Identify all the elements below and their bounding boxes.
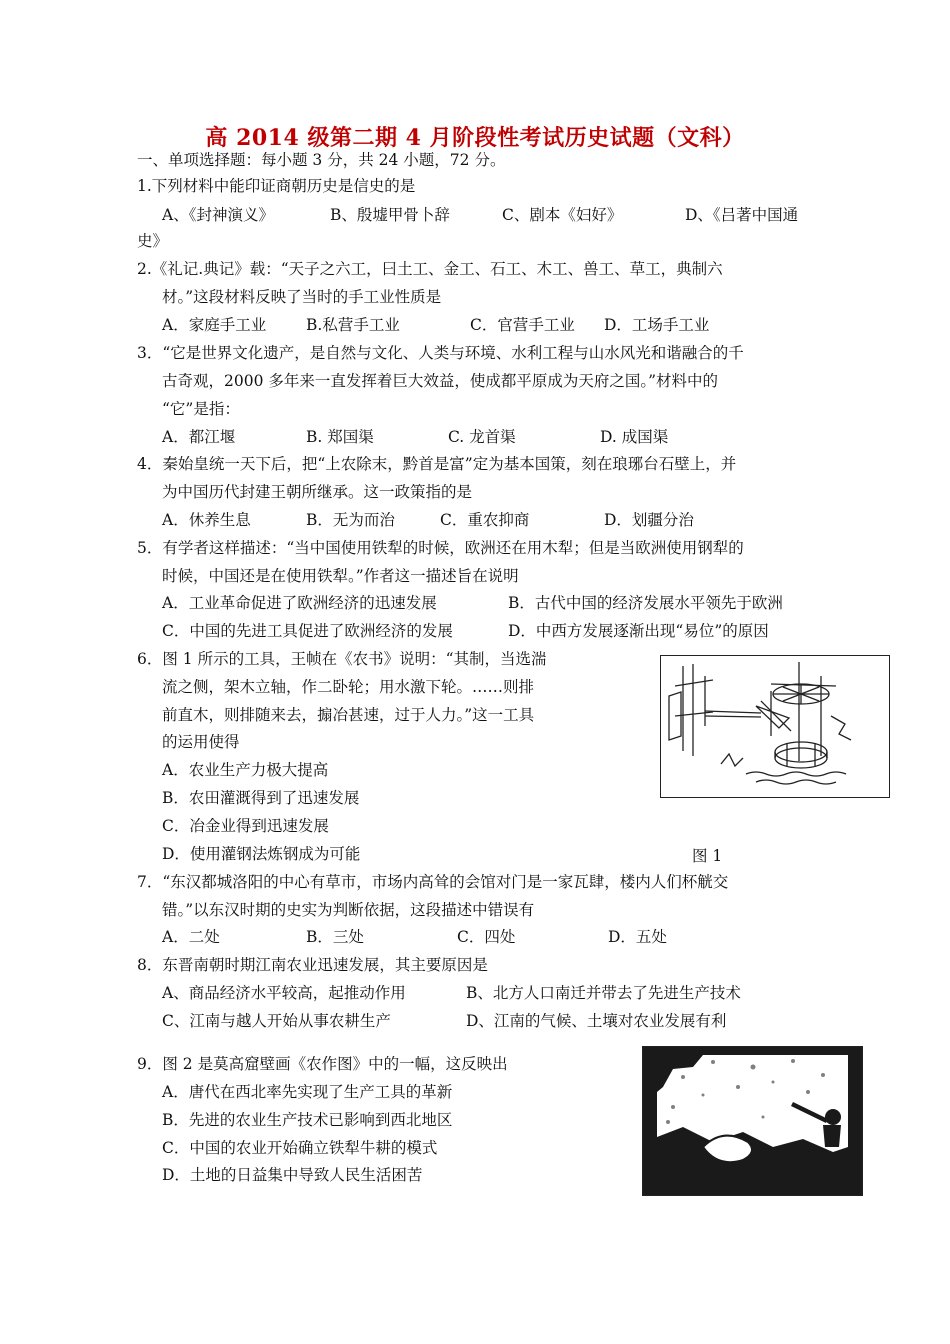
q6-stem-line2: 流之侧，架木立轴，作二卧轮；用水激下轮。……则排 — [162, 678, 535, 696]
q1-option-b: B、殷墟甲骨卜辞 — [330, 206, 450, 224]
q9-option-d: D．土地的日益集中导致人民生活困苦 — [162, 1166, 423, 1184]
q6-option-c: C．冶金业得到迅速发展 — [162, 817, 329, 835]
q7-option-a: A．二处 — [162, 928, 220, 946]
q5-option-a: A．工业革命促进了欧洲经济的迅速发展 — [162, 594, 437, 612]
figure-2-mural — [642, 1046, 863, 1196]
q5-option-c: C．中国的先进工具促进了欧洲经济的发展 — [162, 622, 453, 640]
q5-stem-line2: 时候，中国还是在使用铁犁。”作者这一描述旨在说明 — [162, 567, 519, 585]
q1-option-a: A、《封神演义》 — [162, 206, 274, 224]
q9-option-a: A．唐代在西北率先实现了生产工具的革新 — [162, 1083, 453, 1101]
q3-stem-line2: 古奇观，2000 多年来一直发挥着巨大效益，使成都平原成为天府之国。”材料中的 — [162, 372, 719, 390]
q6-stem-line3: 前直木，则排随来去，搧冶甚速，过于人力。”这一工具 — [162, 706, 535, 724]
q8-stem: 8．东晋南朝时期江南农业迅速发展，其主要原因是 — [137, 956, 488, 974]
q7-option-b: B．三处 — [306, 928, 364, 946]
q5-option-d: D．中西方发展逐渐出现“易位”的原因 — [508, 622, 769, 640]
q2-option-b: B.私营手工业 — [306, 316, 400, 334]
q8-option-d: D、江南的气候、土壤对农业发展有利 — [466, 1012, 727, 1030]
q4-stem-line1: 4．秦始皇统一天下后，把“上农除末，黔首是富”定为基本国策，刻在琅琊台石壁上，并 — [137, 455, 737, 473]
section-header: 一、单项选择题：每小题 3 分，共 24 小题，72 分。 — [137, 151, 506, 169]
q6-stem-line4: 的运用使得 — [162, 733, 240, 751]
q1-stem: 1.下列材料中能印证商朝历史是信史的是 — [137, 177, 416, 195]
q1-option-c: C、剧本《妇好》 — [502, 206, 623, 224]
q6-option-d: D．使用灌钢法炼钢成为可能 — [162, 845, 361, 863]
q7-option-c: C．四处 — [457, 928, 516, 946]
q4-option-b: B．无为而治 — [306, 511, 395, 529]
q4-option-a: A．休养生息 — [162, 511, 251, 529]
q6-option-b: B．农田灌溉得到了迅速发展 — [162, 789, 360, 807]
q3-option-a: A．都江堰 — [162, 428, 236, 446]
q9-stem: 9．图 2 是莫高窟壁画《农作图》中的一幅，这反映出 — [137, 1055, 508, 1073]
q4-stem-line2: 为中国历代封建王朝所继承。这一政策指的是 — [162, 483, 473, 501]
q4-option-d: D．划疆分治 — [604, 511, 694, 529]
q3-option-c: C. 龙首渠 — [448, 428, 516, 446]
q2-option-c: C．官营手工业 — [470, 316, 575, 334]
q3-stem-line1: 3．“它是世界文化遗产，是自然与文化、人类与环境、水利工程与山水风光和谐融合的千 — [137, 344, 744, 362]
q9-option-b: B．先进的农业生产技术已影响到西北地区 — [162, 1111, 453, 1129]
q8-option-a: A、商品经济水平较高，起推动作用 — [162, 984, 406, 1002]
q2-stem-line1: 2.《礼记.典记》载：“天子之六工，曰土工、金工、石工、木工、兽工、草工，典制六 — [137, 260, 723, 278]
figure-1-hydraulic-bellows — [660, 655, 890, 798]
q9-option-c: C．中国的农业开始确立铁犁牛耕的模式 — [162, 1139, 438, 1157]
q7-stem-line2: 错。”以东汉时期的史实为判断依据，这段描述中错误有 — [162, 901, 535, 919]
q1-option-d: D、《吕著中国通 — [685, 206, 799, 224]
q7-stem-line1: 7．“东汉都城洛阳的中心有草市，市场内高耸的会馆对门是一家瓦肆，楼内人们杯觥交 — [137, 873, 729, 891]
q2-option-d: D．工场手工业 — [604, 316, 710, 334]
q6-option-a: A．农业生产力极大提高 — [162, 761, 329, 779]
q1-option-d-cont: 史》 — [137, 232, 169, 250]
q3-stem-line3: “它”是指： — [162, 400, 240, 418]
q8-option-c: C、江南与越人开始从事农耕生产 — [162, 1012, 391, 1030]
q3-option-d: D. 成国渠 — [600, 428, 669, 446]
q5-stem-line1: 5．有学者这样描述：“当中国使用铁犁的时候，欧洲还在用木犁；但是当欧洲使用钢犁的 — [137, 539, 744, 557]
figure-1-drawing — [661, 656, 889, 797]
q2-option-a: A．家庭手工业 — [162, 316, 267, 334]
figure-1-caption: 图 1 — [692, 847, 723, 865]
q8-option-b: B、北方人口南迁并带去了先进生产技术 — [466, 984, 741, 1002]
q3-option-b: B. 郑国渠 — [306, 428, 374, 446]
q2-stem-line2: 材。”这段材料反映了当时的手工业性质是 — [162, 288, 442, 306]
figure-2-drawing — [643, 1047, 862, 1195]
q6-stem-line1: 6．图 1 所示的工具，王帧在《农书》说明：“其制，当选湍 — [137, 650, 547, 668]
q4-option-c: C．重农抑商 — [440, 511, 530, 529]
exam-title: 高 2014 级第二期 4 月阶段性考试历史试题（文科） — [205, 125, 745, 151]
q5-option-b: B．古代中国的经济发展水平领先于欧洲 — [508, 594, 783, 612]
q7-option-d: D．五处 — [608, 928, 667, 946]
